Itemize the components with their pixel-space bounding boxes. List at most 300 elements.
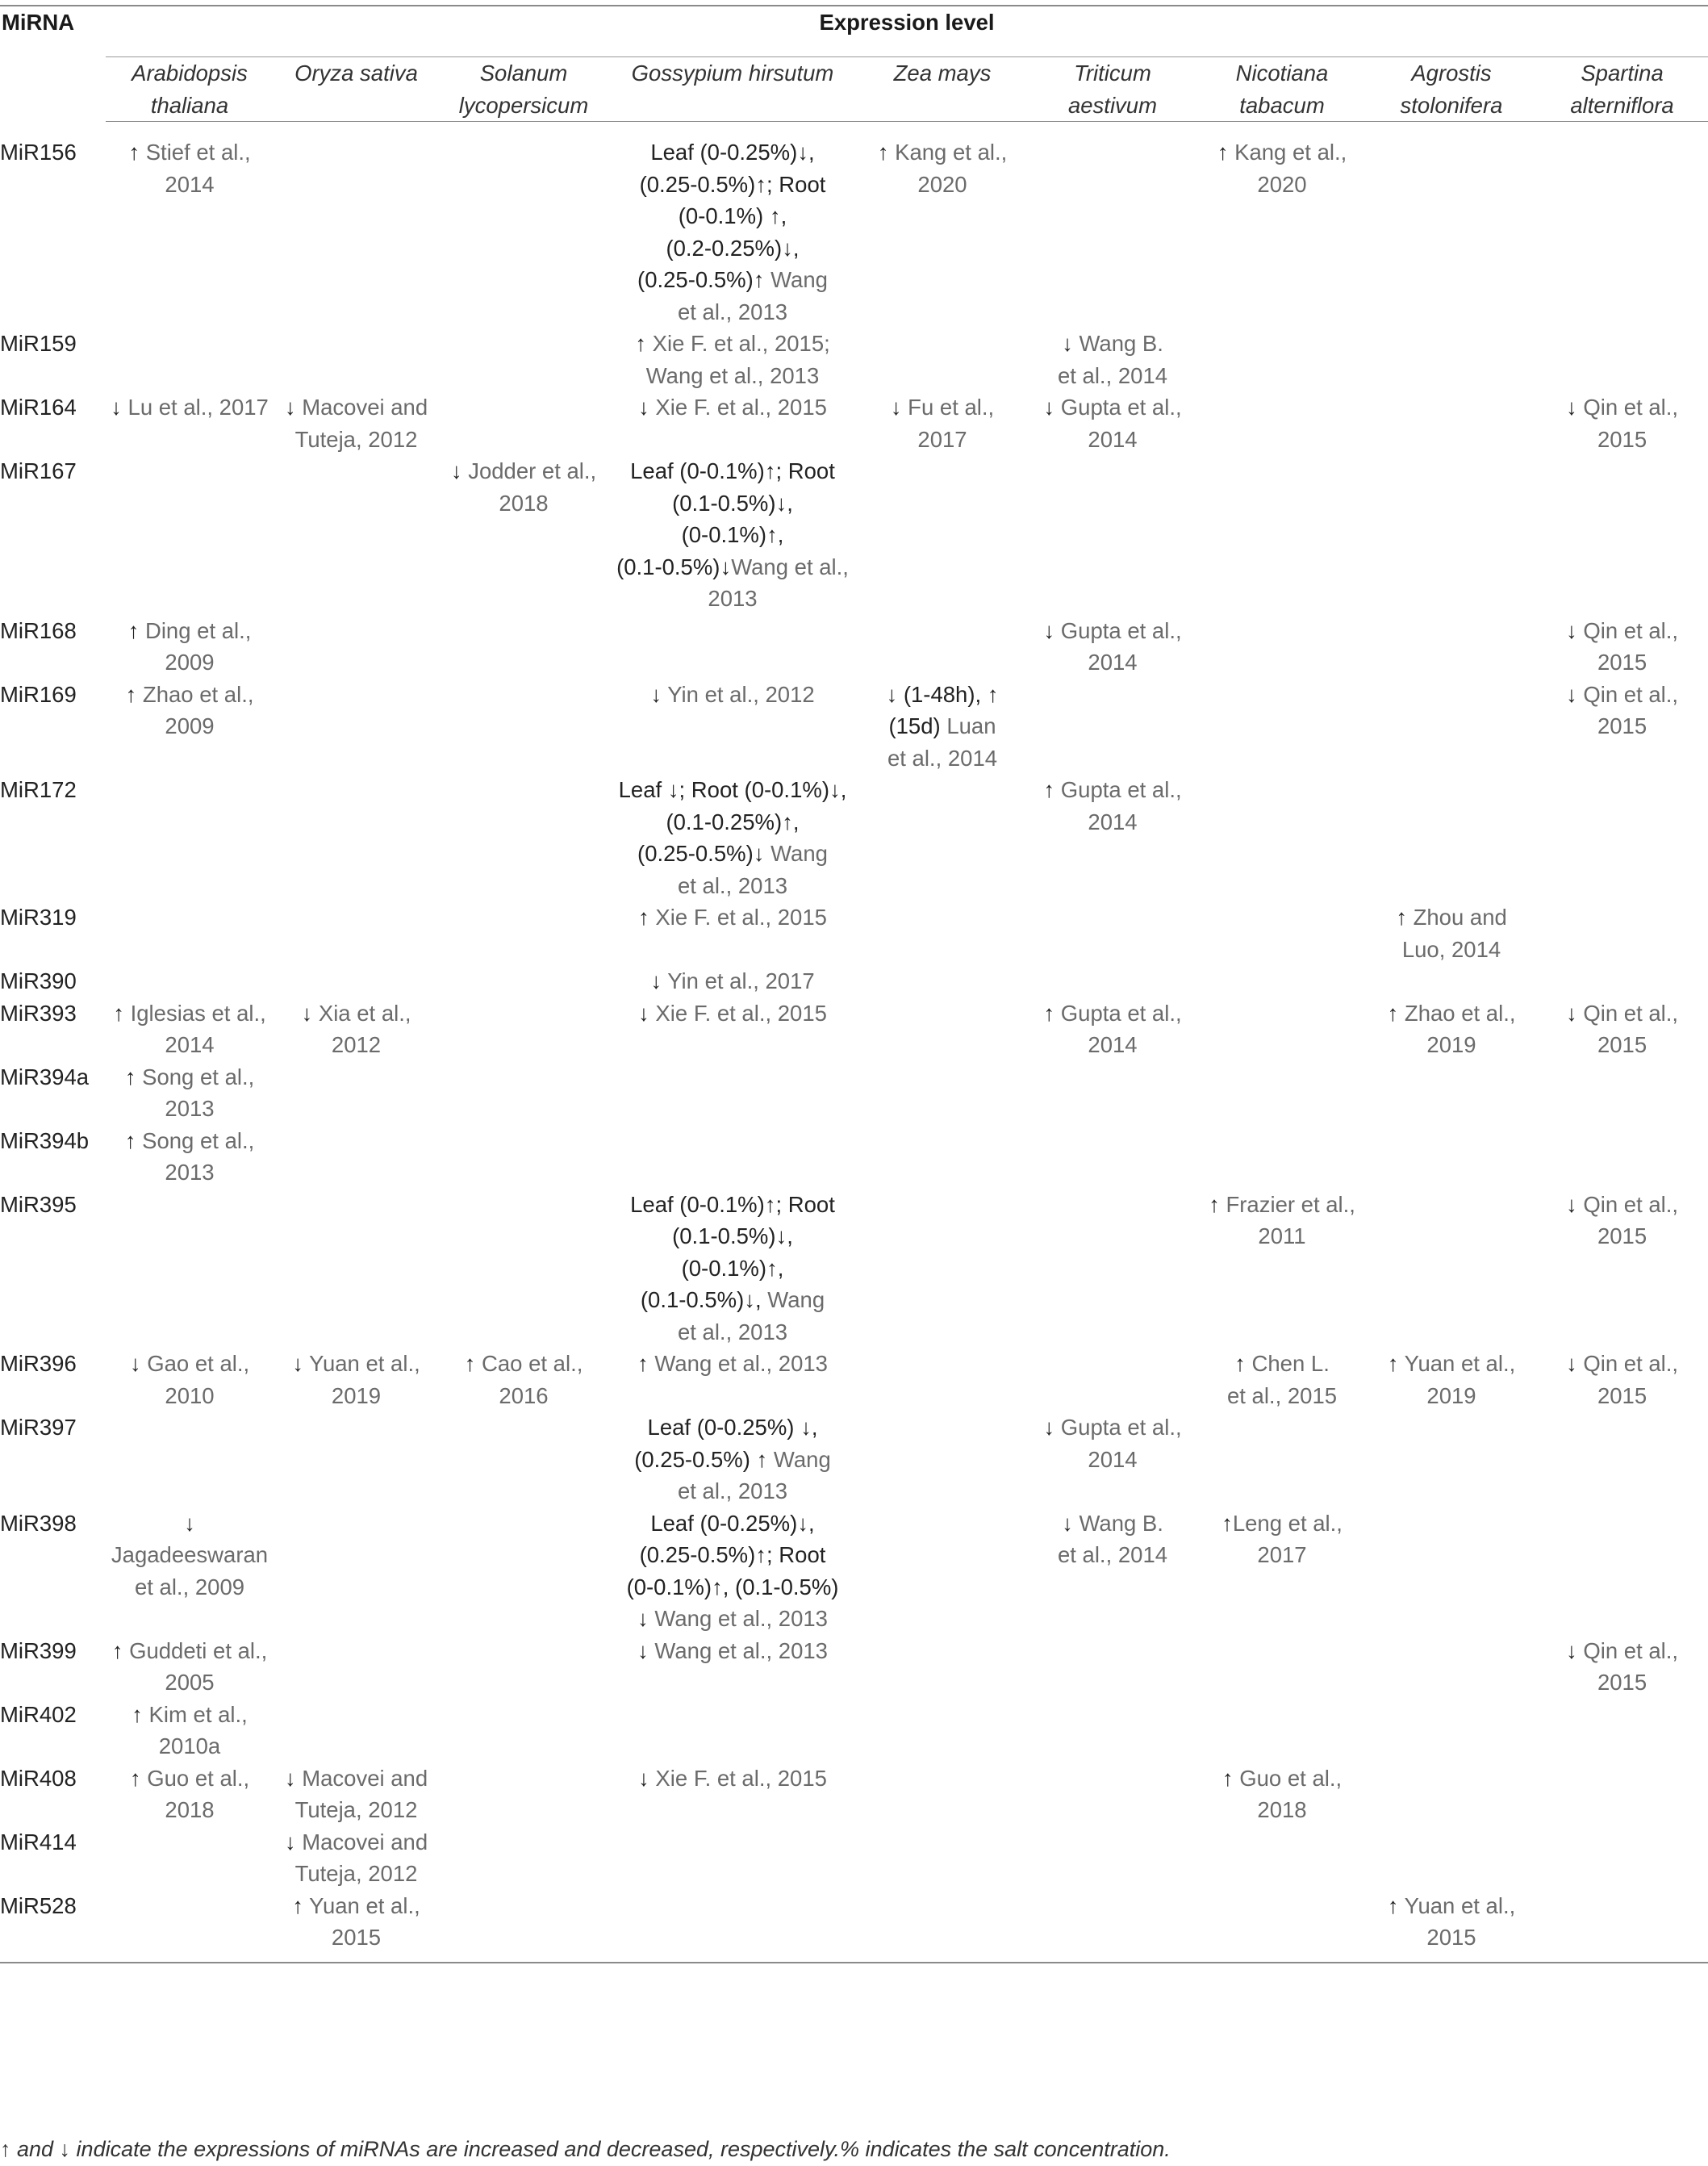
trend-arrow: ↑ bbox=[1396, 905, 1407, 930]
expression-cell bbox=[1197, 122, 1367, 328]
cell-line bbox=[106, 1093, 274, 1125]
citation-text: Jagadeeswaran bbox=[111, 1542, 269, 1567]
cell-line bbox=[1536, 646, 1708, 679]
expression-cell bbox=[857, 1411, 1028, 1507]
cell-line bbox=[1028, 1507, 1197, 1540]
table-row bbox=[0, 1507, 1708, 1635]
citation-text: Wang et al., bbox=[731, 554, 849, 579]
mirna-name: MiR394a bbox=[0, 1064, 90, 1089]
expression-cell bbox=[608, 1189, 857, 1349]
citation-text: Yuan et al., bbox=[303, 1892, 420, 1918]
citation-text: et al., 2013 bbox=[677, 299, 788, 324]
expression-cell bbox=[1367, 1507, 1536, 1635]
cell-line bbox=[1197, 1189, 1367, 1221]
trend-arrow: ↑ bbox=[1221, 1765, 1234, 1791]
cell-line bbox=[608, 136, 857, 169]
condition-text: Leaf (0-0.25%)↓, bbox=[650, 1510, 815, 1536]
condition-text: (0.25-0.5%)↑ bbox=[637, 267, 765, 292]
expression-cell bbox=[1197, 1826, 1367, 1890]
condition-text: Leaf (0-0.1%)↑; Root bbox=[630, 458, 835, 483]
condition-text: (0.25-0.5%)↑; Root bbox=[639, 1542, 826, 1567]
citation-text: et al., 2014 bbox=[1057, 362, 1168, 388]
cell-line bbox=[608, 1252, 857, 1285]
citation-text: 2020 bbox=[917, 171, 967, 197]
expression-cell bbox=[1197, 328, 1367, 391]
expression-cell bbox=[608, 1411, 857, 1507]
cell-line bbox=[608, 679, 857, 711]
cell-line bbox=[274, 1794, 439, 1826]
cell-line bbox=[274, 1826, 439, 1859]
expression-cell bbox=[1028, 328, 1197, 391]
expression-cell bbox=[106, 774, 274, 901]
expression-cell bbox=[274, 1125, 439, 1189]
citation-text: 2009 bbox=[165, 650, 215, 675]
citation-text: Qin et al., bbox=[1576, 1191, 1679, 1217]
cell-line bbox=[106, 1061, 274, 1093]
table-row bbox=[0, 965, 1708, 997]
expression-cell bbox=[857, 455, 1028, 615]
trend-arrow: ↑ bbox=[111, 1637, 123, 1663]
expression-cell bbox=[274, 1411, 439, 1507]
expression-cell bbox=[1367, 1826, 1536, 1890]
expression-cell bbox=[1536, 1411, 1708, 1507]
citation-text: Song et al., bbox=[136, 1127, 255, 1153]
table-row bbox=[0, 1125, 1708, 1189]
expression-cell bbox=[1367, 391, 1536, 455]
cell-line bbox=[274, 1858, 439, 1890]
cell-line bbox=[106, 1794, 274, 1826]
cell-line bbox=[439, 487, 608, 520]
citation-text: 2015 bbox=[1426, 1925, 1476, 1950]
expression-level-label: Expression level bbox=[819, 10, 995, 35]
expression-cell bbox=[274, 122, 439, 328]
expression-cell bbox=[1028, 1762, 1197, 1826]
cell-line bbox=[608, 1189, 857, 1221]
trend-arrow: ↑ bbox=[1217, 140, 1229, 165]
citation-text: Xie F. et al., 2015; bbox=[645, 331, 830, 356]
trend-arrow: ↑ bbox=[129, 1765, 141, 1791]
expression-cell bbox=[1197, 1411, 1367, 1507]
cell-line bbox=[1536, 1380, 1708, 1412]
expression-cell bbox=[1028, 774, 1197, 901]
trend-arrow: ↓ bbox=[284, 1765, 296, 1791]
mirna-name: MiR156 bbox=[0, 139, 77, 165]
expression-cell bbox=[1028, 901, 1197, 965]
citation-text: Tuteja, 2012 bbox=[294, 1797, 418, 1822]
expression-cell bbox=[274, 1348, 439, 1411]
table-row bbox=[0, 1189, 1708, 1349]
expression-cell bbox=[1028, 122, 1197, 328]
expression-cell bbox=[274, 1061, 439, 1125]
citation-text: et al., 2013 bbox=[677, 872, 788, 898]
expression-cell bbox=[439, 1348, 608, 1411]
table-row bbox=[0, 997, 1708, 1061]
citation-text: Wang bbox=[764, 267, 828, 292]
citation-text: 2014 bbox=[1088, 1446, 1138, 1472]
species-header: Nicotiana tabacum bbox=[1197, 57, 1367, 122]
table-row bbox=[0, 328, 1708, 391]
mirna-name: MiR397 bbox=[0, 1415, 77, 1440]
mirna-column-header: MiRNA bbox=[0, 6, 106, 122]
expression-cell bbox=[1197, 1125, 1367, 1189]
expression-cell bbox=[1028, 1061, 1197, 1125]
trend-arrow: ↓ bbox=[184, 1510, 195, 1536]
cell-line bbox=[608, 1220, 857, 1252]
cell-line bbox=[1028, 1444, 1197, 1476]
mirna-name: MiR395 bbox=[0, 1191, 77, 1217]
mirna-name: MiR169 bbox=[0, 681, 77, 707]
table-row bbox=[0, 391, 1708, 455]
citation-text: Luan bbox=[940, 713, 996, 738]
citation-text: 2009 bbox=[165, 713, 215, 738]
citation-text: Xie F. et al., 2015 bbox=[649, 1765, 827, 1791]
cell-line bbox=[1536, 1666, 1708, 1699]
expression-cell bbox=[439, 1826, 608, 1890]
expression-cell bbox=[274, 1635, 439, 1699]
cell-line bbox=[274, 1921, 439, 1954]
citation-text: Wang et al., 2013 bbox=[648, 1637, 828, 1663]
mirna-expression-table bbox=[0, 5, 1708, 1963]
expression-cell bbox=[439, 901, 608, 965]
trend-arrow: ↓ bbox=[301, 1000, 313, 1026]
expression-cell bbox=[1367, 1762, 1536, 1826]
expression-cell bbox=[1197, 1189, 1367, 1349]
expression-cell bbox=[857, 1635, 1028, 1699]
cell-line bbox=[106, 1125, 274, 1157]
expression-cell bbox=[1536, 391, 1708, 455]
expression-cell bbox=[106, 1762, 274, 1826]
citation-text: Fu et al., bbox=[901, 395, 995, 420]
trend-arrow: ↓ bbox=[637, 1637, 649, 1663]
cell-line bbox=[1197, 1539, 1367, 1571]
cell-line bbox=[608, 1475, 857, 1507]
expression-cell bbox=[439, 1635, 608, 1699]
citation-text: Macovei and bbox=[295, 1829, 428, 1854]
expression-cell bbox=[1197, 901, 1367, 965]
expression-cell bbox=[608, 1635, 857, 1699]
condition-text: (0.2-0.25%)↓, bbox=[666, 235, 800, 261]
expression-cell bbox=[1536, 1762, 1708, 1826]
cell-line bbox=[1197, 1507, 1367, 1540]
citation-text: 2005 bbox=[165, 1670, 215, 1695]
citation-text: Lu et al., 2017 bbox=[121, 395, 269, 420]
trend-arrow: ↓ bbox=[1565, 1351, 1577, 1376]
expression-cell bbox=[1197, 455, 1367, 615]
citation-text: 2014 bbox=[165, 1032, 215, 1057]
expression-cell bbox=[1536, 615, 1708, 679]
cell-line bbox=[608, 1411, 857, 1444]
citation-text: Wang et al., 2013 bbox=[648, 1606, 828, 1631]
cell-line bbox=[1367, 934, 1536, 966]
citation-text: 2010 bbox=[165, 1382, 215, 1408]
cell-line bbox=[274, 1762, 439, 1795]
cell-line bbox=[274, 424, 439, 456]
cell-line bbox=[608, 1571, 857, 1604]
mirna-name: MiR390 bbox=[0, 968, 77, 993]
trend-arrow: ↓ bbox=[129, 1351, 141, 1376]
citation-text: Wang B. bbox=[1072, 331, 1163, 356]
expression-cell bbox=[857, 901, 1028, 965]
cell-line bbox=[1028, 615, 1197, 647]
expression-cell bbox=[1536, 965, 1708, 997]
citation-text: 2012 bbox=[331, 1032, 382, 1057]
cell-line bbox=[608, 583, 857, 615]
citation-text: 2015 bbox=[1597, 1223, 1647, 1248]
citation-text: Xie F. et al., 2015 bbox=[649, 1000, 827, 1026]
cell-line bbox=[857, 742, 1028, 775]
cell-line bbox=[608, 838, 857, 870]
expression-cell bbox=[1197, 1762, 1367, 1826]
table-row bbox=[0, 615, 1708, 679]
expression-level-header bbox=[106, 6, 1708, 57]
expression-cell bbox=[274, 328, 439, 391]
expression-cell bbox=[1536, 328, 1708, 391]
mirna-name: MiR319 bbox=[0, 905, 77, 930]
citation-text: 2019 bbox=[331, 1382, 382, 1408]
expression-cell bbox=[1367, 1189, 1536, 1349]
expression-cell bbox=[1536, 1125, 1708, 1189]
expression-cell bbox=[608, 1762, 857, 1826]
trend-arrow: ↑ bbox=[124, 1064, 136, 1089]
cell-line bbox=[106, 1635, 274, 1667]
cell-line bbox=[608, 901, 857, 934]
cell-line bbox=[608, 551, 857, 583]
cell-line bbox=[608, 264, 857, 296]
expression-cell bbox=[857, 1826, 1028, 1890]
cell-line bbox=[1536, 679, 1708, 711]
citation-text: et al., 2013 bbox=[677, 1319, 788, 1344]
cell-line bbox=[1536, 1029, 1708, 1061]
cell-line bbox=[439, 1380, 608, 1412]
cell-line bbox=[439, 1348, 608, 1380]
table-row bbox=[0, 1061, 1708, 1125]
mirna-name: MiR528 bbox=[0, 1890, 106, 1963]
citation-text: et al., 2014 bbox=[1057, 1542, 1168, 1567]
expression-cell bbox=[608, 391, 857, 455]
expression-cell bbox=[439, 1762, 608, 1826]
expression-cell bbox=[1367, 965, 1536, 997]
cell-line bbox=[106, 1348, 274, 1380]
citation-text: 2013 bbox=[708, 586, 758, 611]
expression-cell bbox=[857, 1762, 1028, 1826]
trend-arrow: ↑ bbox=[132, 1701, 143, 1727]
trend-arrow: ↑ bbox=[127, 617, 140, 643]
trend-arrow: ↑ bbox=[1221, 1510, 1233, 1536]
citation-text: 2015 bbox=[1597, 650, 1647, 675]
table-row bbox=[0, 1348, 1708, 1411]
citation-text: 2018 bbox=[499, 490, 549, 516]
expression-cell bbox=[1367, 1348, 1536, 1411]
expression-cell bbox=[439, 1061, 608, 1125]
cell-line bbox=[608, 1635, 857, 1667]
cell-line bbox=[1536, 1189, 1708, 1221]
expression-cell bbox=[857, 679, 1028, 775]
expression-cell bbox=[274, 774, 439, 901]
expression-cell bbox=[439, 1189, 608, 1349]
citation-text: Wang bbox=[761, 1287, 825, 1312]
trend-arrow: ↓ bbox=[1565, 395, 1577, 420]
citation-text: et al., 2014 bbox=[887, 745, 998, 771]
citation-text: Qin et al., bbox=[1576, 681, 1679, 707]
cell-line bbox=[1028, 997, 1197, 1030]
trend-arrow: ↓ bbox=[637, 1606, 649, 1631]
cell-line bbox=[106, 679, 274, 711]
citation-text: 2013 bbox=[165, 1096, 215, 1121]
citation-text: Macovei and bbox=[295, 395, 428, 420]
species-header: Oryza sativa bbox=[274, 57, 439, 122]
citation-text: et al., 2015 bbox=[1226, 1382, 1338, 1408]
cell-line bbox=[608, 200, 857, 232]
expression-cell bbox=[1028, 615, 1197, 679]
citation-text: Wang bbox=[767, 1446, 831, 1472]
cell-line bbox=[1536, 1635, 1708, 1667]
expression-cell bbox=[857, 1348, 1028, 1411]
trend-arrow: ↓ bbox=[450, 458, 462, 483]
expression-cell bbox=[1367, 1890, 1536, 1963]
expression-cell bbox=[106, 1411, 274, 1507]
citation-text: Gupta et al., bbox=[1054, 617, 1182, 643]
table-row bbox=[0, 1635, 1708, 1699]
cell-line bbox=[106, 1029, 274, 1061]
expression-cell bbox=[274, 1189, 439, 1349]
cell-line bbox=[1197, 1348, 1367, 1380]
expression-cell bbox=[608, 901, 857, 965]
cell-line bbox=[1197, 1762, 1367, 1795]
expression-cell bbox=[439, 679, 608, 775]
expression-cell bbox=[106, 997, 274, 1061]
cell-line bbox=[106, 710, 274, 742]
expression-cell bbox=[608, 1507, 857, 1635]
citation-text: 2014 bbox=[1088, 650, 1138, 675]
expression-cell bbox=[1028, 965, 1197, 997]
expression-cell bbox=[1536, 1635, 1708, 1699]
expression-cell bbox=[1197, 1061, 1367, 1125]
expression-cell bbox=[274, 615, 439, 679]
trend-arrow: ↑ bbox=[1043, 1000, 1055, 1026]
expression-cell bbox=[439, 1125, 608, 1189]
citation-text: 2019 bbox=[1426, 1382, 1476, 1408]
trend-arrow: ↓ bbox=[1565, 681, 1577, 707]
cell-line bbox=[106, 1762, 274, 1795]
cell-line bbox=[106, 136, 274, 169]
expression-cell bbox=[439, 328, 608, 391]
cell-line bbox=[608, 232, 857, 265]
cell-line bbox=[1028, 806, 1197, 838]
table-row bbox=[0, 1699, 1708, 1762]
expression-cell bbox=[106, 1348, 274, 1411]
cell-line bbox=[1367, 1348, 1536, 1380]
trend-arrow: ↓ bbox=[638, 1765, 649, 1791]
cell-line bbox=[1536, 424, 1708, 456]
expression-cell bbox=[106, 1507, 274, 1635]
expression-cell bbox=[106, 1125, 274, 1189]
expression-cell bbox=[1197, 1348, 1367, 1411]
trend-arrow: ↓ bbox=[1043, 617, 1055, 643]
expression-cell bbox=[274, 455, 439, 615]
trend-arrow: ↑ bbox=[128, 140, 140, 165]
citation-text: Zhao et al., bbox=[136, 681, 254, 707]
cell-line bbox=[106, 1507, 274, 1540]
cell-line bbox=[274, 1890, 439, 1922]
expression-cell bbox=[274, 679, 439, 775]
citation-text: Wang et al., 2013 bbox=[645, 362, 820, 388]
citation-text: Leng et al., bbox=[1232, 1510, 1343, 1536]
cell-line bbox=[857, 169, 1028, 201]
expression-cell bbox=[1028, 391, 1197, 455]
expression-cell bbox=[1028, 1411, 1197, 1507]
trend-arrow: ↑ bbox=[1387, 1892, 1399, 1918]
expression-cell bbox=[1536, 1699, 1708, 1762]
cell-line bbox=[608, 1762, 857, 1795]
citation-text: 2015 bbox=[1597, 713, 1647, 738]
cell-line bbox=[106, 1666, 274, 1699]
expression-cell bbox=[608, 328, 857, 391]
species-header: Triticum aestivum bbox=[1028, 57, 1197, 122]
expression-cell bbox=[1028, 1189, 1197, 1349]
expression-cell bbox=[1197, 774, 1367, 901]
expression-cell bbox=[439, 455, 608, 615]
expression-cell bbox=[1197, 997, 1367, 1061]
cell-line bbox=[274, 1348, 439, 1380]
cell-line bbox=[857, 391, 1028, 424]
cell-line bbox=[608, 965, 857, 997]
species-header: Arabidopsis thaliana bbox=[106, 57, 274, 122]
citation-text: Guo et al., bbox=[140, 1765, 250, 1791]
citation-text: Qin et al., bbox=[1576, 1637, 1679, 1663]
cell-line bbox=[1028, 1539, 1197, 1571]
expression-cell bbox=[1367, 1635, 1536, 1699]
expression-cell bbox=[1028, 1699, 1197, 1762]
trend-arrow: ↑ bbox=[1234, 1351, 1246, 1376]
expression-cell bbox=[1028, 1125, 1197, 1189]
trend-arrow: ↑ bbox=[292, 1892, 303, 1918]
expression-cell bbox=[857, 774, 1028, 901]
table-footnote: ↑ and ↓ indicate the expressions of miRNAs are increased and decreased, respectively.% indicates the salt concentration. bbox=[0, 2137, 1171, 2161]
citation-text: 2014 bbox=[1088, 426, 1138, 452]
citation-text: 2016 bbox=[499, 1382, 549, 1408]
condition-text: (0.25-0.5%)↑; Root bbox=[639, 171, 826, 197]
cell-line bbox=[106, 1571, 274, 1604]
cell-line bbox=[1028, 360, 1197, 392]
cell-line bbox=[1536, 391, 1708, 424]
mirna-name: MiR159 bbox=[0, 331, 77, 356]
citation-text: Iglesias et al., bbox=[123, 1000, 266, 1026]
expression-cell bbox=[1536, 774, 1708, 901]
citation-text: 2017 bbox=[917, 426, 967, 452]
expression-cell bbox=[608, 1890, 857, 1963]
citation-text: Kim et al., bbox=[142, 1701, 248, 1727]
cell-line bbox=[274, 1029, 439, 1061]
citation-text: Zhou and bbox=[1406, 905, 1507, 930]
citation-text: 2010a bbox=[158, 1733, 221, 1758]
expression-cell bbox=[1367, 1699, 1536, 1762]
expression-cell bbox=[1536, 1890, 1708, 1963]
condition-text: ↓ (1-48h), ↑ bbox=[886, 681, 999, 707]
expression-cell bbox=[106, 122, 274, 328]
expression-cell bbox=[439, 965, 608, 997]
cell-line bbox=[857, 424, 1028, 456]
expression-cell bbox=[106, 965, 274, 997]
cell-line bbox=[1367, 997, 1536, 1030]
mirna-name: MiR164 bbox=[0, 395, 77, 420]
table-row bbox=[0, 1826, 1708, 1890]
cell-line bbox=[106, 997, 274, 1030]
expression-cell bbox=[1536, 1826, 1708, 1890]
citation-text: Luo, 2014 bbox=[1401, 936, 1501, 962]
expression-cell bbox=[608, 1061, 857, 1125]
expression-cell bbox=[439, 615, 608, 679]
citation-text: Wang et al., 2013 bbox=[648, 1351, 828, 1376]
